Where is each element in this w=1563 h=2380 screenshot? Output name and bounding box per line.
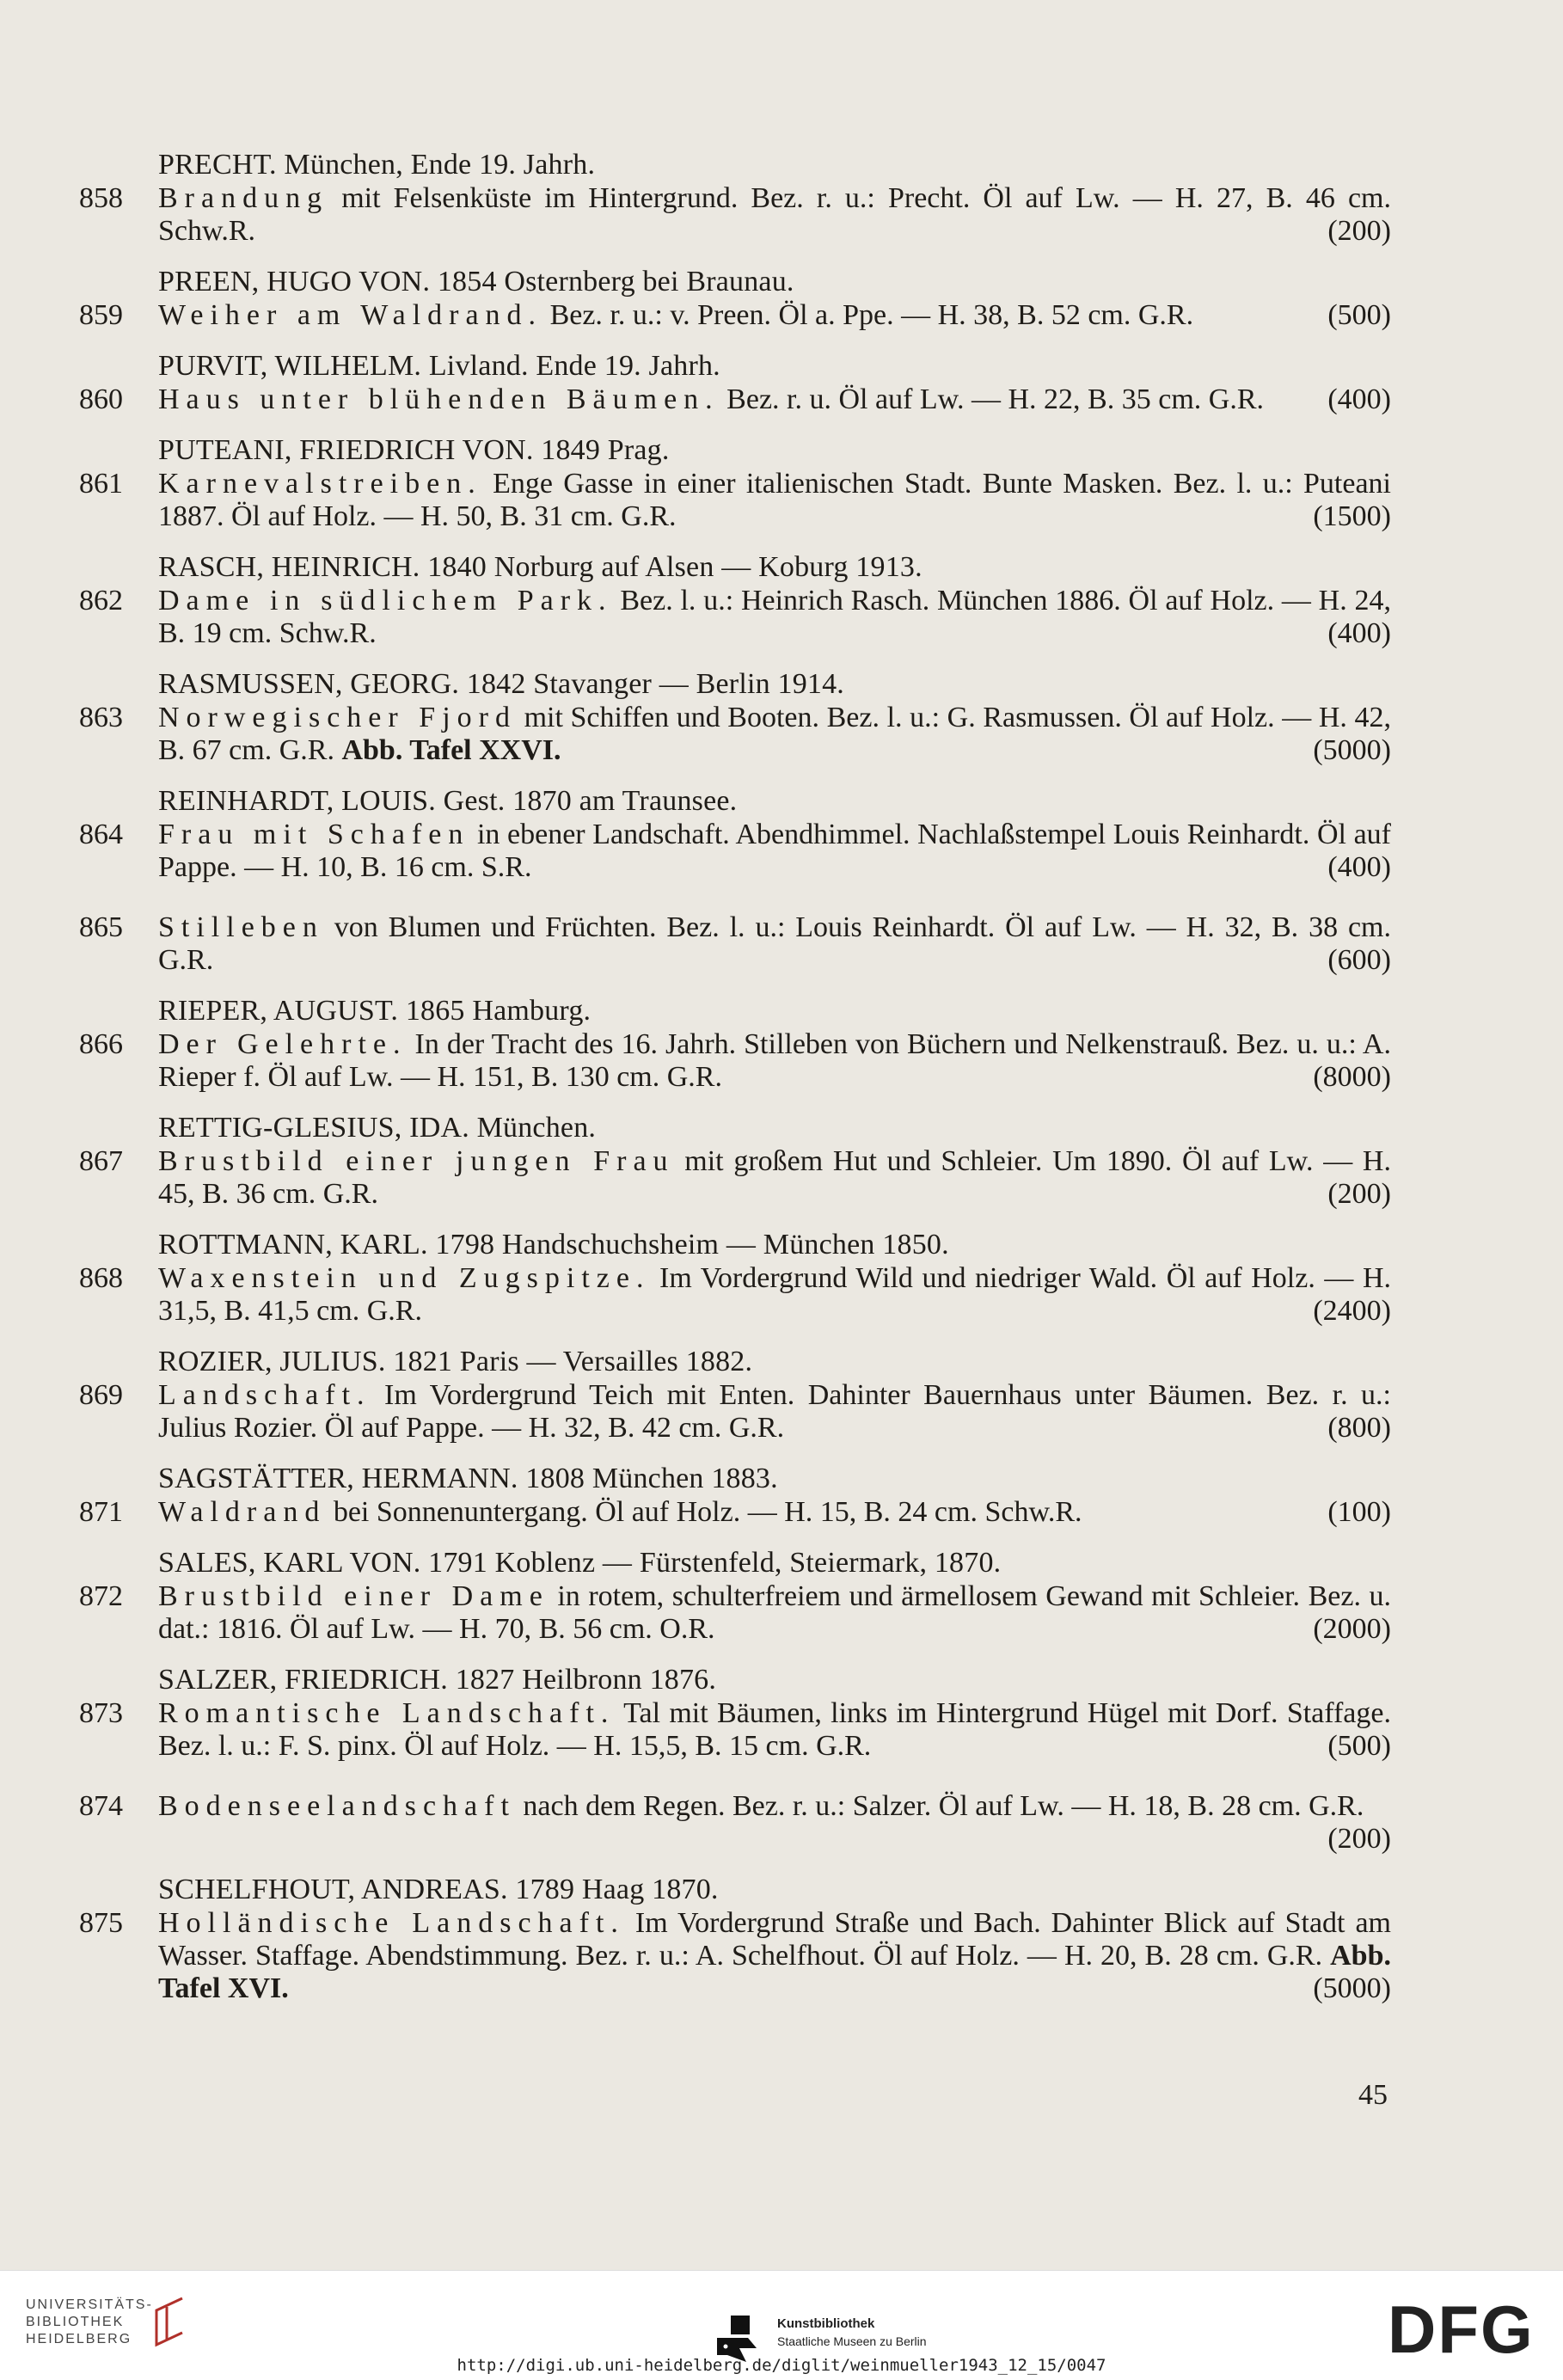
lot-title: Waxenstein und Zugspitze. [158,1262,651,1294]
lot-title: Landschaft. [158,1379,371,1411]
lot-description: Bez. r. u. Öl auf Lw. — H. 22, B. 35 cm. G.R. [719,383,1265,415]
artist-heading: SALZER, FRIEDRICH. 1827 Heilbronn 1876. [158,1664,717,1696]
lot-item [79,1496,1391,1529]
lot-title: Waldrand [158,1496,327,1528]
lot-description: Bez. l. u.: Heinrich Rasch. München 1886. Öl auf Holz. — H. 24, B. 19 cm. Schw.R. [158,585,1392,649]
lot-title: Brustbild einer jungen Frau [158,1145,675,1177]
lot-number: 861 [79,468,123,500]
estimate-price: (5000) [1313,1972,1391,2004]
artist-heading: RASCH, HEINRICH. 1840 Norburg auf Alsen — Koburg 1913. [158,551,922,583]
artist-heading: SCHELFHOUT, ANDREAS. 1789 Haag 1870. [158,1874,719,1905]
artist-entry [79,1873,1391,2005]
lot-description: mit großem Hut und Schleier. Um 1890. Öl auf Lw. — H. 45, B. 36 cm. G.R. [158,1145,1391,1210]
lot-description: bei Sonnenuntergang. Öl auf Holz. — H. 15, B. 24 cm. Schw.R. [326,1496,1082,1528]
lot-item [79,1907,1391,2005]
estimate-price: (2400) [1313,1295,1391,1327]
artist-heading: RETTIG-GLESIUS, IDA. München. [158,1112,597,1144]
estimate-price: (5000) [1313,734,1391,766]
lot-title: Karnevalstreiben. [158,468,482,500]
artist-heading: ROTTMANN, KARL. 1798 Handschuchsheim — München 1850. [158,1229,949,1261]
estimate-price: (500) [1327,299,1391,331]
lot-item [79,1145,1391,1211]
lot-number: 867 [79,1145,123,1177]
lot-description: in rotem, schulterfreiem und ärmellosem Gewand mit Schleier. Bez. u. dat.: 1816. Öl auf Lw. — H. 70, B. 56 cm. O.R. [158,1580,1392,1645]
lot-description: In der Tracht des 16. Jahrh. Stilleben von Büchern und Nelkenstrauß. Bez. u. u.: A. Rieper f. Öl auf Lw. — H. 151, B. 130 cm. G.R. [158,1028,1391,1093]
uni-logo-line: HEIDELBERG [26,2332,132,2346]
lot-description: Im Vordergrund Teich mit Enten. Dahinter Bauernhaus unter Bäumen. Bez. r. u.: Julius Rozier. Öl auf Pappe. — H. 32, B. 42 cm. G.R. [158,1379,1391,1444]
artist-entry [79,994,1391,1094]
estimate-price: (8000) [1313,1061,1391,1093]
artist-heading: SAGSTÄTTER, HERMANN. 1808 München 1883. [158,1463,778,1494]
lot-title: Weiher am Waldrand. [158,299,543,331]
lot-number: 874 [79,1790,123,1822]
catalog-entries [79,148,1391,2005]
lot-title: Frau mit Schafen [158,819,470,850]
artist-entry [79,265,1391,332]
kunstbibliothek-label [777,2316,927,2350]
estimate-price: (400) [1327,383,1391,415]
artist-entry [79,1345,1391,1445]
estimate-price: (1500) [1313,500,1391,532]
lot-title: Romantische Landschaft. [158,1697,616,1729]
kb-title: Kunstbibliothek [777,2316,875,2331]
lot-number: 875 [79,1907,123,1939]
artist-heading: SALES, KARL VON. 1791 Koblenz — Fürstenfeld, Steiermark, 1870. [158,1547,1002,1579]
artist-entry [79,1111,1391,1211]
lot-item [79,383,1391,416]
plate-reference: Abb. Tafel XVI. [158,1940,1391,2004]
artist-entry [79,433,1391,533]
artist-heading: RIEPER, AUGUST. 1865 Hamburg. [158,995,591,1027]
lot-title: Bodenseelandschaft [158,1790,516,1822]
artist-entry [79,148,1391,248]
page-number: 45 [1358,2079,1388,2111]
estimate-price: (600) [1327,944,1391,976]
lot-item [79,702,1391,767]
source-url[interactable]: http://digi.ub.uni-heidelberg.de/diglit/weinmueller1943_12_15/0047 [457,2356,1106,2375]
lot-description: Im Vordergrund Wild und niedriger Wald. Öl auf Holz. — H. 31,5, B. 41,5 cm. G.R. [158,1262,1391,1327]
lot-description: Enge Gasse in einer italienischen Stadt. Bunte Masken. Bez. l. u.: Puteani 1887. Öl auf Holz. — H. 50, B. 31 cm. G.R. [158,468,1391,532]
artist-entry [79,1462,1391,1529]
lot-number: 871 [79,1496,123,1528]
lot-description: von Blumen und Früchten. Bez. l. u.: Louis Reinhardt. Öl auf Lw. — H. 32, B. 38 cm. G.R. [158,911,1391,976]
lot-number: 859 [79,299,123,331]
lot-number: 864 [79,819,123,850]
university-library-logo[interactable] [26,2297,153,2348]
lot-number: 872 [79,1580,123,1612]
lot-item [79,468,1391,533]
lot-number: 873 [79,1697,123,1729]
university-logo-mark-icon [144,2291,189,2352]
lot-description: nach dem Regen. Bez. r. u.: Salzer. Öl auf Lw. — H. 18, B. 28 cm. G.R. [515,1790,1364,1822]
artist-heading: ROZIER, JULIUS. 1821 Paris — Versailles 1882. [158,1346,753,1377]
lot-item [79,1379,1391,1445]
lot-description: Tal mit Bäumen, links im Hintergrund Hügel mit Dorf. Staffage. Bez. l. u.: F. S. pinx. Öl auf Holz. — H. 15,5, B. 15 cm. G.R. [158,1697,1391,1762]
lot-title: Holländische Landschaft. [158,1907,625,1939]
lot-title: Stilleben [158,911,324,943]
lot-number: 866 [79,1028,123,1060]
lot-item [79,585,1392,650]
artist-heading: PUTEANI, FRIEDRICH VON. 1849 Prag. [158,434,670,466]
estimate-price: (200) [1327,215,1391,247]
lot-number: 860 [79,383,123,415]
lot-description: mit Felsenküste im Hintergrund. Bez. r. u.: Precht. Öl auf Lw. — H. 27, B. 46 cm. Schw.R. [158,182,1391,247]
plate-reference: Abb. Tafel XXVI. [341,734,561,766]
lot-number: 858 [79,182,123,214]
artist-heading: REINHARDT, LOUIS. Gest. 1870 am Traunsee. [158,785,738,817]
estimate-price: (500) [1327,1730,1391,1762]
lot-number: 862 [79,585,123,616]
artist-heading: PRECHT. München, Ende 19. Jahrh. [158,149,596,181]
lot-item [79,1697,1391,1763]
artist-entry [79,550,1391,650]
lot-title: Brandung [158,182,329,214]
uni-logo-line: BIBLIOTHEK [26,2315,125,2329]
lot-item [79,1262,1391,1328]
artist-entry [79,667,1391,767]
uni-logo-line: UNIVERSITÄTS- [26,2297,153,2312]
lot-item [79,819,1391,884]
lot-item [79,1028,1391,1094]
artist-entry [79,349,1391,416]
lot-title: Brustbild einer Dame [158,1580,549,1612]
dfg-logo[interactable]: DFG [1388,2291,1535,2367]
lot-item [79,911,1391,977]
estimate-price: (800) [1327,1412,1391,1444]
kb-subtitle: Staatliche Museen zu Berlin [777,2334,927,2348]
artist-entry [79,784,1391,977]
lot-number: 863 [79,702,123,733]
lot-item [79,182,1391,248]
lot-item [79,1580,1392,1646]
lot-description: Bez. r. u.: v. Preen. Öl a. Ppe. — H. 38, B. 52 cm. G.R. [542,299,1194,331]
estimate-price: (100) [1327,1496,1391,1528]
lot-item [79,299,1391,332]
estimate-price: (200) [1327,1178,1391,1210]
estimate-price: (400) [1327,617,1391,649]
estimate-price: (200) [1327,1823,1391,1855]
lot-title: Der Gelehrte. [158,1028,408,1060]
estimate-price: (400) [1327,851,1391,883]
estimate-price: (2000) [1313,1613,1391,1645]
lot-item [79,1790,1391,1856]
lot-number: 865 [79,911,123,943]
artist-entry [79,1663,1391,1856]
lot-title: Haus unter blühenden Bäumen. [158,383,720,415]
lot-number: 869 [79,1379,123,1411]
artist-entry [79,1228,1391,1328]
lot-title: Dame in südlichem Park. [158,585,613,616]
lot-description: Im Vordergrund Straße und Bach. Dahinter Blick auf Stadt am Wasser. Staffage. Abendstimmung. Bez. r. u.: A. Schelfhout. Öl auf Holz. — H. 20, B. 28 cm. G.R. [158,1907,1391,1972]
lot-description: in ebener Landschaft. Abendhimmel. Nachlaßstempel Louis Reinhardt. Öl auf Pappe. — H. 10, B. 16 cm. S.R. [158,819,1391,883]
lot-title: Norwegischer Fjord [158,702,517,733]
artist-heading: PURVIT, WILHELM. Livland. Ende 19. Jahrh. [158,350,720,382]
lot-number: 868 [79,1262,123,1294]
artist-heading: PREEN, HUGO VON. 1854 Osternberg bei Braunau. [158,266,794,298]
lot-description: mit Schiffen und Booten. Bez. l. u.: G. Rasmussen. Öl auf Holz. — H. 42, B. 67 cm. G.R. [158,702,1391,766]
artist-entry [79,1546,1391,1646]
artist-heading: RASMUSSEN, GEORG. 1842 Stavanger — Berlin 1914. [158,668,845,700]
